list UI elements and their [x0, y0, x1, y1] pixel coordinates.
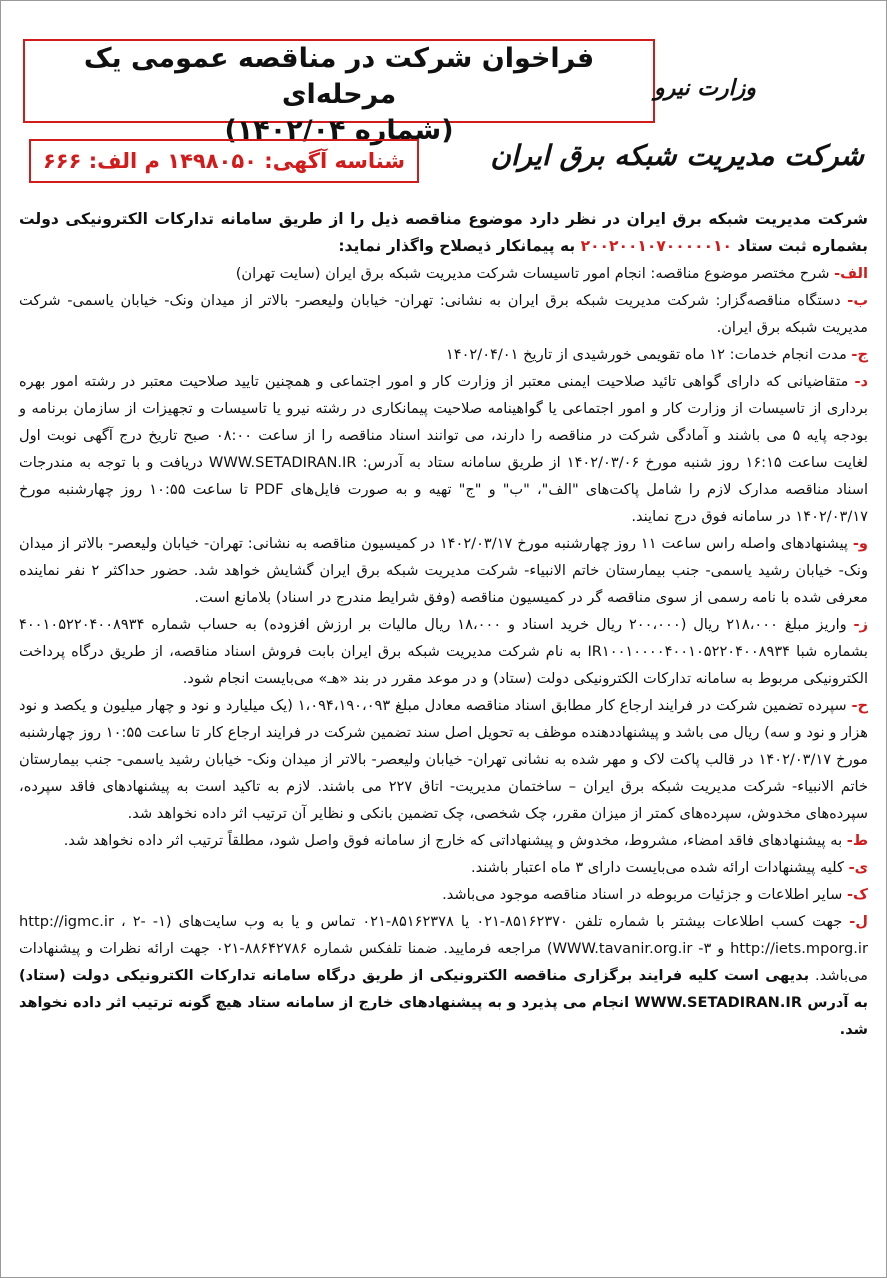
clause-text: کلیه پیشنهادات ارائه شده می‌بایست دارای ۳ ماه اعتبار باشند.	[470, 859, 844, 876]
clause-text: سپرده تضمین شرکت در فرایند ارجاع کار مطابق اسناد مناقصه معادل مبلغ ۱،۰۹۴،۱۹۰،۰۹۳ (یک میلیارد و نود و چهار میلیون و یکصد و نود هزار و نود و سه) ریال می باشد و پیشنهاددهنده موظف به تحویل اصل سند تضمین شرکت در فرایند ارجاع کار تا ساعت ۱۰:۵۵ روز چهارشنبه مورخ ۱۴۰۲/۰۳/۱۷ در قالب پاکت لاک و مهر شده به نشانی تهران- خیابان ولیعصر- بالاتر از میدان ونک- خیابان رشید یاسمی- جنب بیمارستان خاتم الانبیاء- شرکت مدیریت شبکه برق ایران – ساختمان مدیریت- اتاق ۲۲۷ می باشند. لازم به تاکید است به پیشنهادهای فاقد سپرده، سپرده‌های مخدوش، سپرده‌های کمتر از میزان مقرر، چک شخصی، چک تضمین بانکی و نظایر آن ترتیب اثر داده نخواهد شد.	[19, 697, 868, 822]
company-logo-text: شرکت مدیریت شبکه برق ایران	[490, 139, 864, 172]
clause-text: مدت انجام خدمات: ۱۲ ماه تقویمی خورشیدی از تاریخ ۱۴۰۲/۰۴/۰۱	[445, 346, 847, 363]
clause-ta	[19, 827, 868, 854]
notice-id-box: شناسه آگهی: ۱۴۹۸۰۵۰ م الف: ۶۶۶	[29, 139, 419, 183]
clause-text: دستگاه مناقصه‌گزار: شرکت مدیریت شبکه برق ایران به نشانی: تهران- خیابان ولیعصر- بالاتر از میدان ونک- خیابان یاسمی- شرکت مدیریت شبکه برق ایران.	[19, 292, 868, 336]
clause-jim	[19, 341, 868, 368]
clause-text: واریز مبلغ ۲۱۸،۰۰۰ ریال (۲۰۰،۰۰۰ ریال خرید اسناد و ۱۸،۰۰۰ ریال مالیات بر ارزش افزوده) به حساب شماره ۴۰۰۱۰۵۲۲۰۴۰۰۸۹۳۴ بشماره شبا IR۱۰۰۱۰۰۰۰۴۰۰۱۰۵۲۲۰۴۰۰۸۹۳۴ به نام شرکت مدیریت شبکه برق ایران بابت فروش اسناد مناقصه، از طریق درگاه پرداخت الکترونیکی مربوط به سامانه تدارکات الکترونیکی دولت (ستاد) و در موعد مقرر در بند «هـ» می‌بایست انجام شود.	[19, 616, 868, 687]
clause-letter: ح-	[851, 697, 869, 714]
ministry-logo-text: وزارت نیرو	[654, 75, 756, 101]
intro-text-part1: شرکت مدیریت شبکه برق ایران در نظر دارد موضوع مناقصه ذیل را از طریق سامانه تدارکات الکترونیکی دولت بشماره ثبت ستاد	[19, 210, 868, 255]
clause-he	[19, 692, 868, 827]
intro-paragraph	[19, 206, 868, 260]
clause-text: به پیشنهادهای فاقد امضاء، مشروط، مخدوش و پیشنهاداتی که خارج از سامانه فوق واصل شود، مطلقاً ترتیب اثر داده نخواهد شد.	[63, 832, 843, 849]
clause-be	[19, 287, 868, 341]
clause-ze	[19, 611, 868, 692]
clause-letter: ب-	[847, 292, 869, 309]
clause-letter: و-	[852, 535, 869, 552]
notice-title: فراخوان شرکت در مناقصه عمومی یک مرحله‌ای	[83, 43, 595, 110]
notice-number: (شماره ۱۴۰۲/۰۴)	[224, 115, 454, 146]
clause-vav	[19, 530, 868, 611]
clause-text: متقاضیانی که دارای گواهی تائید صلاحیت ایمنی معتبر از وزارت کار و امور اجتماعی و همچنین تایید صلاحیت معتبر در رشته امور بهره برداری از تاسیسات از وزارت کار و امور اجتماعی یا گواهینامه صلاحیت پیمانکاری در رشته نیرو یا تاسیسات و تجهیزات از سازمان برنامه و بودجه پایه ۵ می باشند و آمادگی شرکت در مناقصه را دارند، می توانند اسناد مناقصه را از ساعت ۰۸:۰۰ صبح تاریخ درج آگهی نوبت اول لغایت ساعت ۱۶:۱۵ روز شنبه مورخ ۱۴۰۲/۰۳/۰۶ از طریق سامانه ستاد به آدرس: WWW.SETADIRAN.IR دریافت و با توجه به مندرجات اسناد مناقصه مدارک لازم را شامل پاکت‌های "الف"، "ب" و "ج" تهیه و به صورت فایل‌های PDF تا ساعت ۱۰:۵۵ روز چهارشنبه مورخ ۱۴۰۲/۰۳/۱۷ در سامانه فوق درج نمایند.	[19, 373, 869, 525]
clause-letter: ز-	[853, 616, 868, 633]
clause-text: شرح مختصر موضوع مناقصه: انجام امور تاسیسات شرکت مدیریت شبکه برق ایران (سایت تهران)	[235, 265, 830, 282]
final-statement: بدیهی است کلیه فرایند برگزاری مناقصه الکترونیکی از طریق درگاه سامانه تدارکات الکترونیکی دولت (ستاد) به آدرس WWW.SETADIRAN.IR انجام می پذیرد و به پیشنهادهای خارج از سامانه ستاد هیچ گونه ترتیب اثر داده نخواهد شد.	[19, 967, 868, 1038]
registration-number: ۲۰۰۲۰۰۱۰۷۰۰۰۰۰۱۰	[580, 237, 733, 255]
clause-letter: ک-	[847, 886, 868, 903]
clause-letter: ج-	[851, 346, 868, 363]
clause-text: سایر اطلاعات و جزئیات مربوطه در اسناد مناقصه موجود می‌باشد.	[442, 886, 843, 903]
clause-letter: ل-	[849, 913, 868, 930]
clause-letter: ی-	[848, 859, 868, 876]
clause-kaf	[19, 881, 868, 908]
clause-text: پیشنهادهای واصله راس ساعت ۱۱ روز چهارشنبه مورخ ۱۴۰۲/۰۳/۱۷ در کمیسیون مناقصه به نشانی: تهران- خیابان ولیعصر- بالاتر از میدان ونک- خیابان رشید یاسمی- جنب بیمارستان خاتم الانبیاء- شرکت مدیریت شبکه برق ایران گشایش خواهد شد. حضور حداکثر ۲ نفر نماینده معرفی شده با نامه رسمی از سوی مناقصه گر در کمیسیون مناقصه (وفق شرایط مندرج در اسناد) بلامانع است.	[19, 535, 869, 606]
clause-lam	[19, 908, 868, 1043]
clause-letter: ط-	[846, 832, 868, 849]
clause-letter: الف-	[834, 265, 868, 282]
clause-text: جهت کسب اطلاعات بیشتر با شماره تلفن ۸۵۱۶۲۳۷۰-۰۲۱ یا ۸۵۱۶۲۳۷۸-۰۲۱ تماس و یا به وب سایت‌های (۱- http://igmc.ir ، ۲- http://iets.mporg.ir و ۳- WWW.tavanir.org.ir) مراجعه فرمایید. ضمنا تلفکس شماره ۸۸۶۴۲۷۸۶-۰۲۱ جهت ارائه نظرات و پیشنهادات می‌باشد.	[19, 913, 869, 984]
clause-dal	[19, 368, 868, 530]
clause-ye	[19, 854, 868, 881]
intro-text-part2: به پیمانکار ذیصلاح واگذار نماید:	[338, 237, 576, 255]
title-box	[23, 39, 655, 146]
notice-body	[19, 206, 868, 1043]
clause-letter: د-	[854, 373, 868, 390]
clause-alef	[19, 260, 868, 287]
